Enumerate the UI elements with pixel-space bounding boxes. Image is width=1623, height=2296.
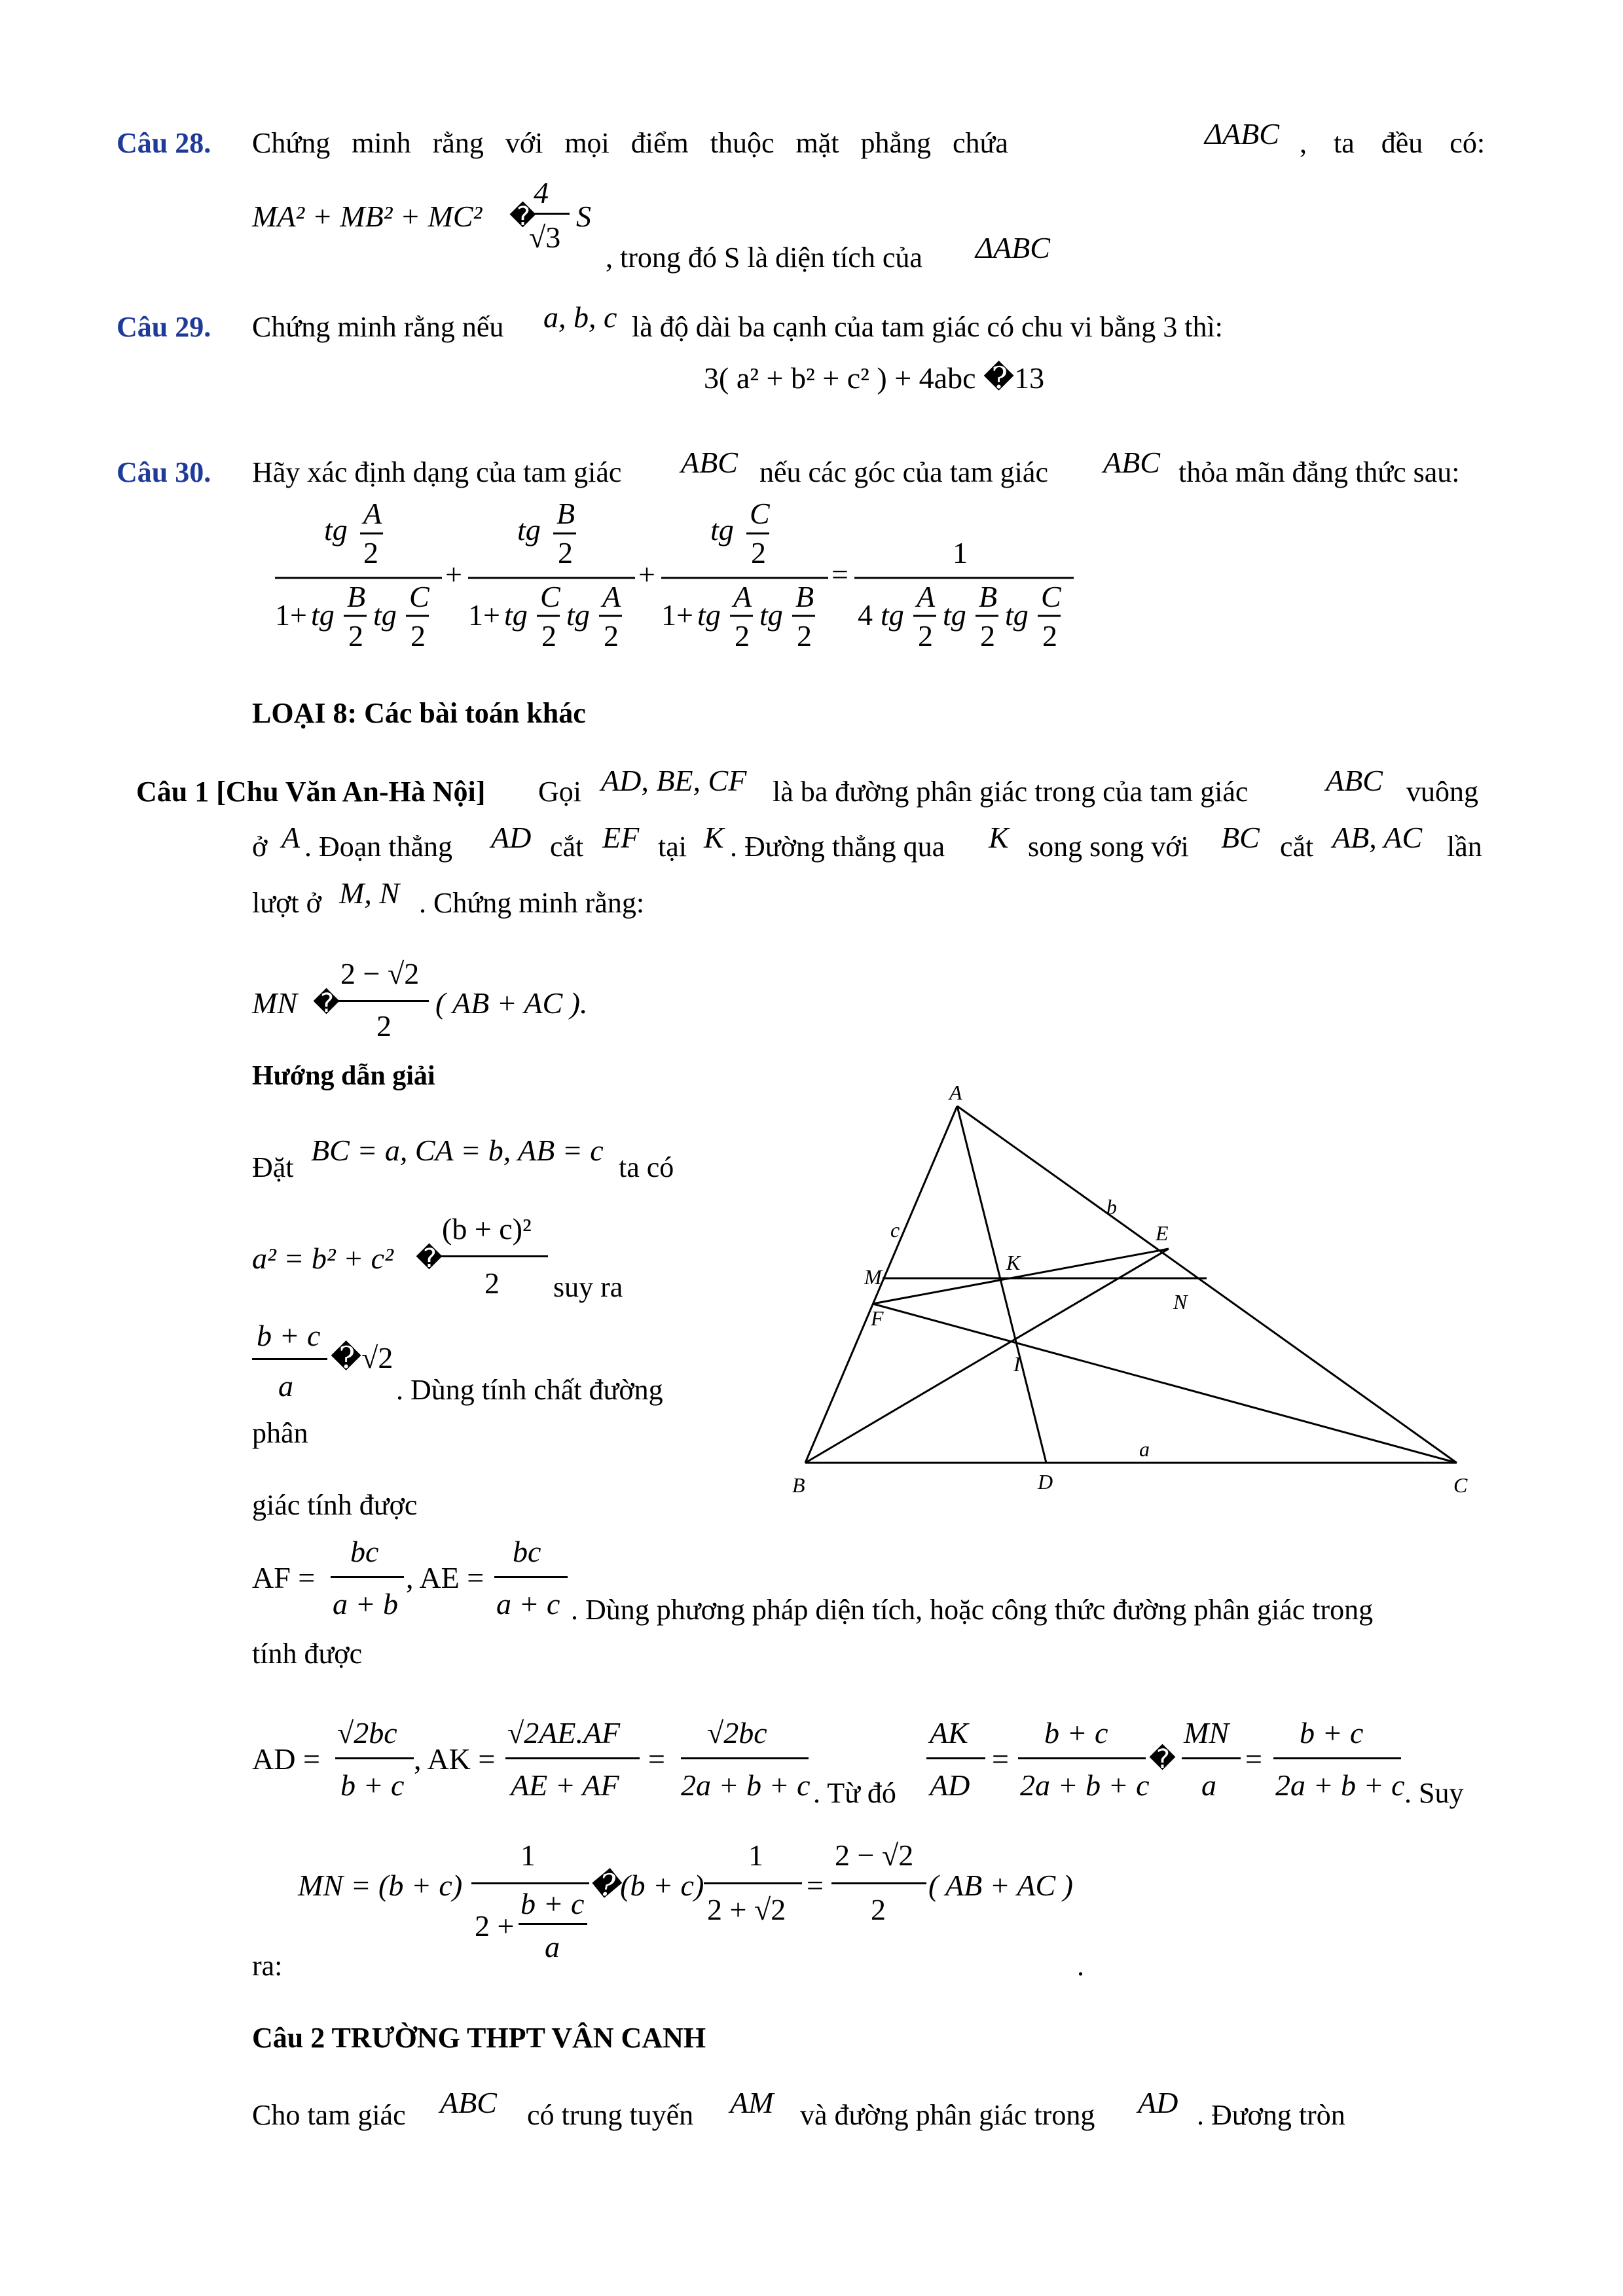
taco: ta có	[619, 1151, 674, 1183]
c1-ABAC: AB, AC	[1332, 821, 1423, 854]
r1-eq: =	[992, 1742, 1009, 1776]
label-B: B	[792, 1473, 805, 1497]
svg-text:tg: tg	[311, 598, 335, 632]
final-f2-bar	[704, 1882, 802, 1884]
c1-l2g: cắt	[1280, 831, 1314, 863]
c1-AD: AD	[491, 821, 532, 854]
svg-text:B: B	[347, 580, 366, 613]
q28-text-end: , ta đều có:	[1300, 127, 1486, 159]
final-eq: =	[807, 1869, 824, 1902]
final-f1-den-num: b + c	[520, 1887, 585, 1920]
r3-eq: =	[1245, 1742, 1262, 1776]
c1-l2f: song song với	[1028, 831, 1189, 863]
ak-eq: =	[648, 1742, 665, 1776]
claim-num: 2 − √2	[340, 957, 420, 990]
final-f1-den-a: 2 +	[475, 1909, 515, 1943]
eq2-lhs: a² = b² + c²	[252, 1242, 393, 1275]
eq3-den: a	[278, 1369, 293, 1403]
final-lhs: MN = (b + c)	[298, 1869, 463, 1902]
f1-A: A	[363, 497, 382, 530]
r1-num: AK	[930, 1716, 968, 1749]
c2-text4: . Đương tròn	[1197, 2099, 1345, 2131]
label-K: K	[1006, 1251, 1021, 1274]
svg-text:2: 2	[604, 619, 619, 653]
q30-text: Hãy xác định dạng của tam giác	[252, 456, 622, 488]
r1-den: AD	[930, 1768, 970, 1802]
svg-text:+: +	[638, 558, 655, 591]
af-lhs: AF =	[252, 1561, 316, 1594]
svg-text:2: 2	[751, 536, 766, 569]
q28-triangle2: ΔABC	[976, 231, 1050, 264]
svg-text:1+: 1+	[468, 598, 500, 632]
c1-MN: M, N	[339, 876, 399, 910]
final-f1-den-bar	[519, 1923, 587, 1925]
c2-AD: AD	[1138, 2086, 1178, 2119]
phan: phân	[252, 1417, 308, 1449]
c1-EF: EF	[602, 821, 640, 854]
q30-abc: ABC	[681, 446, 738, 479]
svg-text:C: C	[409, 580, 429, 613]
trailing-dot: .	[1077, 1950, 1084, 1982]
final-rhs: ( AB + AC )	[928, 1869, 1073, 1902]
q28-frac-den: √3	[529, 221, 561, 254]
label-C: C	[1453, 1473, 1468, 1497]
ad-den: b + c	[340, 1768, 405, 1802]
eq3-bar	[252, 1358, 327, 1360]
r4-num: b + c	[1300, 1716, 1364, 1749]
label-E: E	[1156, 1221, 1169, 1245]
eq2-den: 2	[484, 1266, 500, 1300]
label-A: A	[949, 1081, 962, 1104]
eq2-num: (b + c)²	[442, 1212, 532, 1246]
c1-text3: vuông	[1406, 776, 1478, 808]
final-f2-num: 1	[748, 1839, 763, 1872]
c1-K2: K	[989, 821, 1009, 854]
eq3-rhs: �√2	[331, 1341, 393, 1374]
svg-text:2: 2	[980, 619, 995, 653]
svg-text:tg: tg	[566, 598, 590, 632]
svg-text:2: 2	[797, 619, 812, 653]
suyra: suy ra	[553, 1271, 623, 1303]
svg-text:C: C	[750, 497, 770, 530]
r4-den: 2a + b + c	[1275, 1768, 1405, 1802]
svg-text:A: A	[917, 580, 936, 613]
ak-bar	[505, 1757, 640, 1759]
svg-text:tg: tg	[373, 598, 397, 632]
dung2: . Dùng phương pháp diện tích, hoặc công thức đường phân giác trong	[571, 1594, 1374, 1626]
claim-bar	[337, 1000, 429, 1002]
section-heading: LOẠI 8: Các bài toán khác	[252, 697, 586, 729]
q28-text2: , trong đó S là diện tích của	[606, 242, 922, 274]
c1-l2d: tại	[658, 831, 687, 863]
ad-num: √2bc	[337, 1716, 397, 1749]
svg-text:1+: 1+	[275, 598, 307, 632]
claim-rhs: ( AB + AC ).	[435, 986, 588, 1020]
svg-text:2: 2	[918, 619, 933, 653]
eq2-bar	[440, 1255, 548, 1257]
f1-tg: tg	[324, 513, 348, 547]
final-f3-num: 2 − √2	[835, 1839, 914, 1872]
q30-label: Câu 30.	[117, 456, 211, 488]
q28-var: S	[576, 200, 591, 233]
ae-num: bc	[513, 1535, 541, 1568]
ak-num: √2AE.AF	[507, 1716, 621, 1749]
claim-lhs: MN	[252, 986, 297, 1020]
svg-text:A: A	[602, 580, 621, 613]
c1-abc: ABC	[1326, 764, 1383, 797]
svg-text:tg: tg	[517, 513, 541, 547]
c2-AM: AM	[730, 2086, 774, 2119]
svg-text:tg: tg	[881, 598, 904, 632]
final-f1-num: 1	[520, 1839, 536, 1872]
r3-den: a	[1201, 1768, 1216, 1802]
svg-text:B: B	[795, 580, 814, 613]
final-f2-den: 2 + √2	[707, 1893, 786, 1926]
ad-bar	[335, 1757, 414, 1759]
q28-lhs: MA² + MB² + MC²	[252, 200, 483, 233]
svg-text:2: 2	[348, 619, 363, 653]
q30-text2: nếu các góc của tam giác	[759, 456, 1048, 488]
svg-text:2: 2	[410, 619, 426, 653]
q29-formula: 3( a² + b² + c² ) + 4abc �13	[704, 361, 1045, 395]
svg-text:2: 2	[541, 619, 556, 653]
r4-bar	[1273, 1757, 1401, 1759]
r3-bar	[1182, 1757, 1241, 1759]
c1-l2h: lần	[1447, 831, 1482, 863]
r-sym: �	[1149, 1744, 1176, 1774]
triangle-figure	[773, 1080, 1493, 1512]
svg-text:C: C	[1041, 580, 1061, 613]
q29-vars: a, b, c	[543, 300, 617, 334]
q30-text3: thỏa mãn đẳng thức sau:	[1178, 456, 1460, 488]
c2-title: Câu 2 TRƯỜNG THPT VÂN CANH	[252, 2022, 706, 2054]
svg-text:4: 4	[858, 598, 873, 632]
c1-l2e: . Đường thẳng qua	[730, 831, 945, 863]
c2-text1: Cho tam giác	[252, 2099, 406, 2131]
svg-text:tg: tg	[943, 598, 966, 632]
c1-lines: AD, BE, CF	[601, 764, 747, 797]
equals: =	[831, 558, 848, 591]
ad-lhs: AD =	[252, 1742, 320, 1776]
r2-num: b + c	[1044, 1716, 1108, 1749]
claim-den: 2	[376, 1009, 392, 1043]
final-sym: �(b + c)	[589, 1869, 704, 1902]
c1-text2: là ba đường phân giác trong của tam giác	[773, 776, 1249, 808]
svg-text:C: C	[540, 580, 560, 613]
dat: Đặt	[252, 1151, 294, 1183]
giac: giác tính được	[252, 1489, 418, 1521]
c2-abc: ABC	[440, 2086, 497, 2119]
guide-heading: Hướng dẫn giải	[252, 1061, 435, 1091]
final-f3-bar	[831, 1882, 926, 1884]
final-f3-den: 2	[871, 1893, 886, 1926]
dung1: . Dùng tính chất đường	[396, 1374, 663, 1406]
q30-abc2: ABC	[1103, 446, 1160, 479]
c1-l2b: . Đoạn thẳng	[304, 831, 453, 863]
q28-frac-num: 4	[534, 176, 549, 209]
r2-den: 2a + b + c	[1020, 1768, 1150, 1802]
q28-unknown-symbol: �	[509, 202, 537, 232]
svg-text:1+: 1+	[661, 598, 693, 632]
r3-num: MN	[1184, 1716, 1229, 1749]
q29-label: Câu 29.	[117, 311, 211, 343]
ae-bar	[494, 1576, 568, 1578]
ak2-bar	[681, 1757, 809, 1759]
q28-label: Câu 28.	[117, 127, 211, 159]
label-F: F	[871, 1306, 884, 1330]
label-c: c	[890, 1218, 900, 1242]
c1-A: A	[282, 821, 301, 854]
c1-l3b: . Chứng minh rằng:	[419, 887, 645, 919]
c2-text2: có trung tuyến	[527, 2099, 694, 2131]
af-den: a + b	[333, 1587, 399, 1621]
plus-1: +	[445, 558, 462, 591]
r1-bar	[926, 1757, 985, 1759]
ae-lhs: , AE =	[406, 1561, 484, 1594]
f1-two: 2	[363, 536, 378, 569]
svg-text:B: B	[979, 580, 998, 613]
label-N: N	[1173, 1290, 1188, 1314]
suy: . Suy	[1404, 1777, 1464, 1809]
af-num: bc	[350, 1535, 379, 1568]
ak-lhs: , AK =	[414, 1742, 496, 1776]
q28-text: Chứng minh rằng với mọi điểm thuộc mặt phẳng chứa	[252, 127, 1008, 159]
c1-l2c: cắt	[550, 831, 584, 863]
svg-text:2: 2	[558, 536, 573, 569]
ak2-num: √2bc	[707, 1716, 767, 1749]
af-bar	[331, 1576, 404, 1578]
r2-bar	[1018, 1757, 1146, 1759]
label-I: I	[1013, 1352, 1021, 1376]
c1-label: Câu 1 [Chu Văn An-Hà Nội]	[136, 776, 486, 808]
label-b: b	[1106, 1195, 1117, 1219]
ae-den: a + c	[496, 1587, 560, 1621]
rhs-one: 1	[953, 536, 968, 569]
c1-l2a: ở	[252, 831, 268, 863]
svg-text:2: 2	[735, 619, 750, 653]
svg-text:tg: tg	[697, 598, 721, 632]
label-a: a	[1139, 1437, 1150, 1461]
ak-den: AE + AF	[511, 1768, 619, 1802]
q29-text2: là độ dài ba cạnh của tam giác có chu vi bằng 3 thì:	[632, 311, 1223, 343]
svg-text:A: A	[733, 580, 752, 613]
tinh: tính được	[252, 1638, 363, 1670]
c1-l3a: lượt ở	[252, 887, 321, 919]
claim-sym: �	[313, 988, 340, 1018]
c1-text1: Gọi	[538, 776, 581, 808]
label-M: M	[864, 1265, 882, 1289]
q30-equation	[262, 494, 1100, 668]
label-D: D	[1038, 1470, 1053, 1494]
c2-text3: và đường phân giác trong	[800, 2099, 1095, 2131]
q29-text: Chứng minh rằng nếu	[252, 311, 504, 343]
ra: ra:	[252, 1950, 283, 1982]
eq3-num: b + c	[257, 1319, 321, 1352]
tudo: . Từ đó	[813, 1777, 896, 1809]
svg-text:B: B	[556, 497, 575, 530]
c1-K: K	[704, 821, 724, 854]
svg-text:tg: tg	[1005, 598, 1029, 632]
final-f1-bar	[471, 1882, 589, 1884]
q28-triangle: ΔABC	[1205, 117, 1279, 151]
final-f1-den-den: a	[545, 1930, 560, 1964]
eq2-sym: �	[416, 1244, 443, 1274]
svg-text:tg: tg	[759, 598, 783, 632]
q28-frac-bar	[529, 213, 570, 215]
svg-text:tg: tg	[710, 513, 734, 547]
dat-eq: BC = a, CA = b, AB = c	[311, 1134, 604, 1167]
svg-text:tg: tg	[504, 598, 528, 632]
svg-text:2: 2	[1042, 619, 1057, 653]
ak2-den: 2a + b + c	[681, 1768, 811, 1802]
c1-BC: BC	[1221, 821, 1260, 854]
